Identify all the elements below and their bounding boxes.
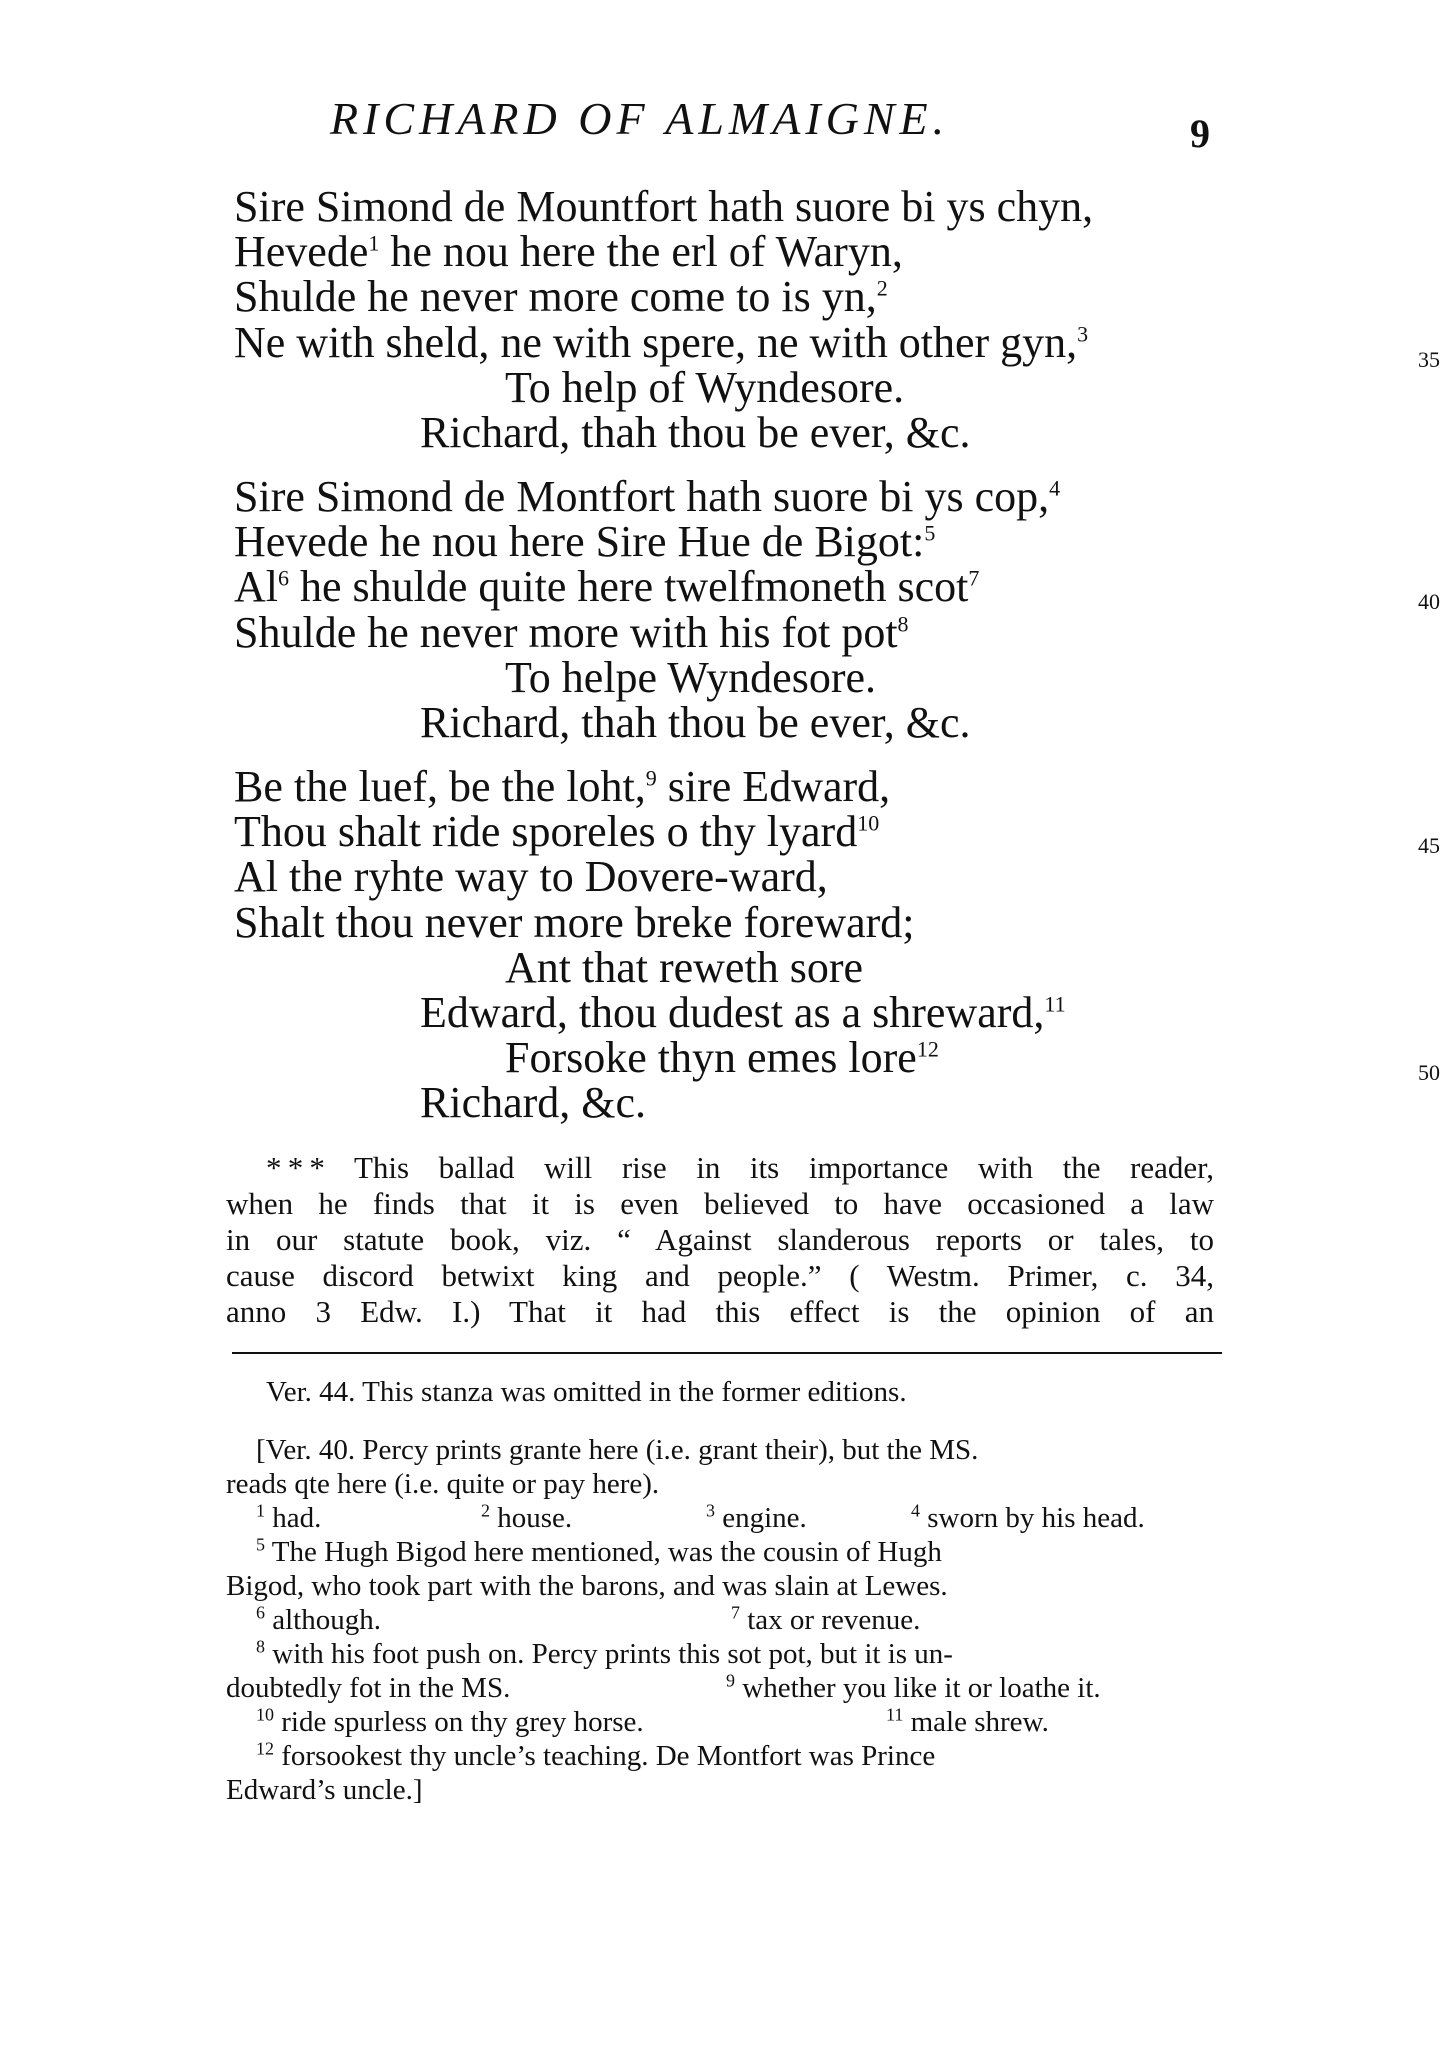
verse-line: Al the ryhte way to Dovere-ward, <box>234 852 828 901</box>
note-line: cause discord betwixt king and people.” ( Westm. Primer, c. 34, <box>226 1258 1214 1293</box>
footnote-ver40: [Ver. 40. Percy prints grante here (i.e. grant their), but the MS. <box>256 1434 979 1466</box>
footnote-ver40-cont: reads qte here (i.e. quite or pay here). <box>226 1468 660 1500</box>
footnote-9: $^9$ whether you like it or loathe it. <box>726 1670 1101 1704</box>
footnote-7: $^7$ tax or revenue. <box>731 1602 921 1636</box>
footnote-8-cont: doubtedly fot in the MS. <box>226 1672 511 1704</box>
verse-line: Sire Simond de Montfort hath suore bi ys cop,$^4$ <box>234 472 1061 521</box>
verse-line: Be the luef, be the loht,$^9$ sire Edward, <box>234 762 891 811</box>
verse-line: Hevede$^1$ he nou here the erl of Waryn, <box>234 227 903 276</box>
page-number: 9 <box>1190 111 1210 156</box>
line-number: 40 <box>1418 589 1440 614</box>
running-title: RICHARD OF ALMAIGNE. <box>330 93 950 144</box>
footnote-1: $^1$ had. <box>256 1500 322 1534</box>
footnote-4: $^4$ sworn by his head. <box>911 1500 1145 1534</box>
footnote-10: $^{10}$ ride spurless on thy grey horse. <box>256 1704 644 1738</box>
verse-line: Richard, &c. <box>420 1078 647 1127</box>
verse-line: Ant that reweth sore <box>505 943 863 992</box>
verse-line: Edward, thou dudest as a shreward,$^{11}$ <box>420 988 1066 1037</box>
note-line: when he finds that it is even believed to have occasioned a law <box>226 1186 1214 1221</box>
footnote-6: $^6$ although. <box>256 1602 381 1636</box>
note-line: * * * This ballad will rise in its importance with the reader, <box>266 1150 1214 1185</box>
footnote-12: $^{12}$ forsookest thy uncle’s teaching. De Montfort was Prince <box>256 1738 936 1772</box>
verse-line: Richard, thah thou be ever, &c. <box>420 408 971 457</box>
footnote-rule <box>232 1352 1222 1354</box>
verse-line: Al$^6$ he shulde quite here twelfmoneth scot$^7$ <box>234 562 980 611</box>
footnote-5: $^5$ The Hugh Bigod here mentioned, was the cousin of Hugh <box>256 1534 942 1568</box>
footnote-12-cont: Edward’s uncle.] <box>226 1774 423 1806</box>
verse-line: Shulde he never more come to is yn,$^2$ <box>234 272 888 321</box>
footnote-8: $^8$ with his foot push on. Percy prints this sot pot, but it is un- <box>256 1636 953 1670</box>
verse-line: Hevede he nou here Sire Hue de Bigot:$^5$ <box>234 517 936 566</box>
verse-line: Shulde he never more with his fot pot$^8$ <box>234 608 909 657</box>
footnote-ver44: Ver. 44. This stanza was omitted in the former editions. <box>266 1376 907 1408</box>
note-line: in our statute book, viz. “ Against slanderous reports or tales, to <box>226 1222 1214 1257</box>
line-number: 35 <box>1418 347 1440 372</box>
verse-line: Sire Simond de Mountfort hath suore bi ys chyn, <box>234 182 1094 231</box>
footnote-11: $^{11}$ male shrew. <box>886 1704 1049 1738</box>
verse-line: To helpe Wyndesore. <box>505 653 877 702</box>
footnote-3: $^3$ engine. <box>706 1500 807 1534</box>
verse-line: Ne with sheld, ne with spere, ne with other gyn,$^3$ <box>234 318 1089 367</box>
verse-line: Shalt thou never more breke foreward; <box>234 898 915 947</box>
verse-line: Richard, thah thou be ever, &c. <box>420 698 971 747</box>
note-line: anno 3 Edw. I.) That it had this effect is the opinion of an <box>226 1294 1214 1329</box>
footnote-2: $^2$ house. <box>481 1500 573 1534</box>
footnote-5-cont: Bigod, who took part with the barons, and was slain at Lewes. <box>226 1570 948 1602</box>
asterism: * * * <box>266 1150 325 1185</box>
verse-line: To help of Wyndesore. <box>505 363 905 412</box>
line-number: 45 <box>1418 833 1440 858</box>
verse-line: Thou shalt ride sporeles o thy lyard$^{10}$ <box>234 807 880 856</box>
line-number: 50 <box>1418 1060 1440 1085</box>
editorial-note <box>226 1150 1214 1330</box>
verse-line: Forsoke thyn emes lore$^{12}$ <box>505 1033 939 1082</box>
